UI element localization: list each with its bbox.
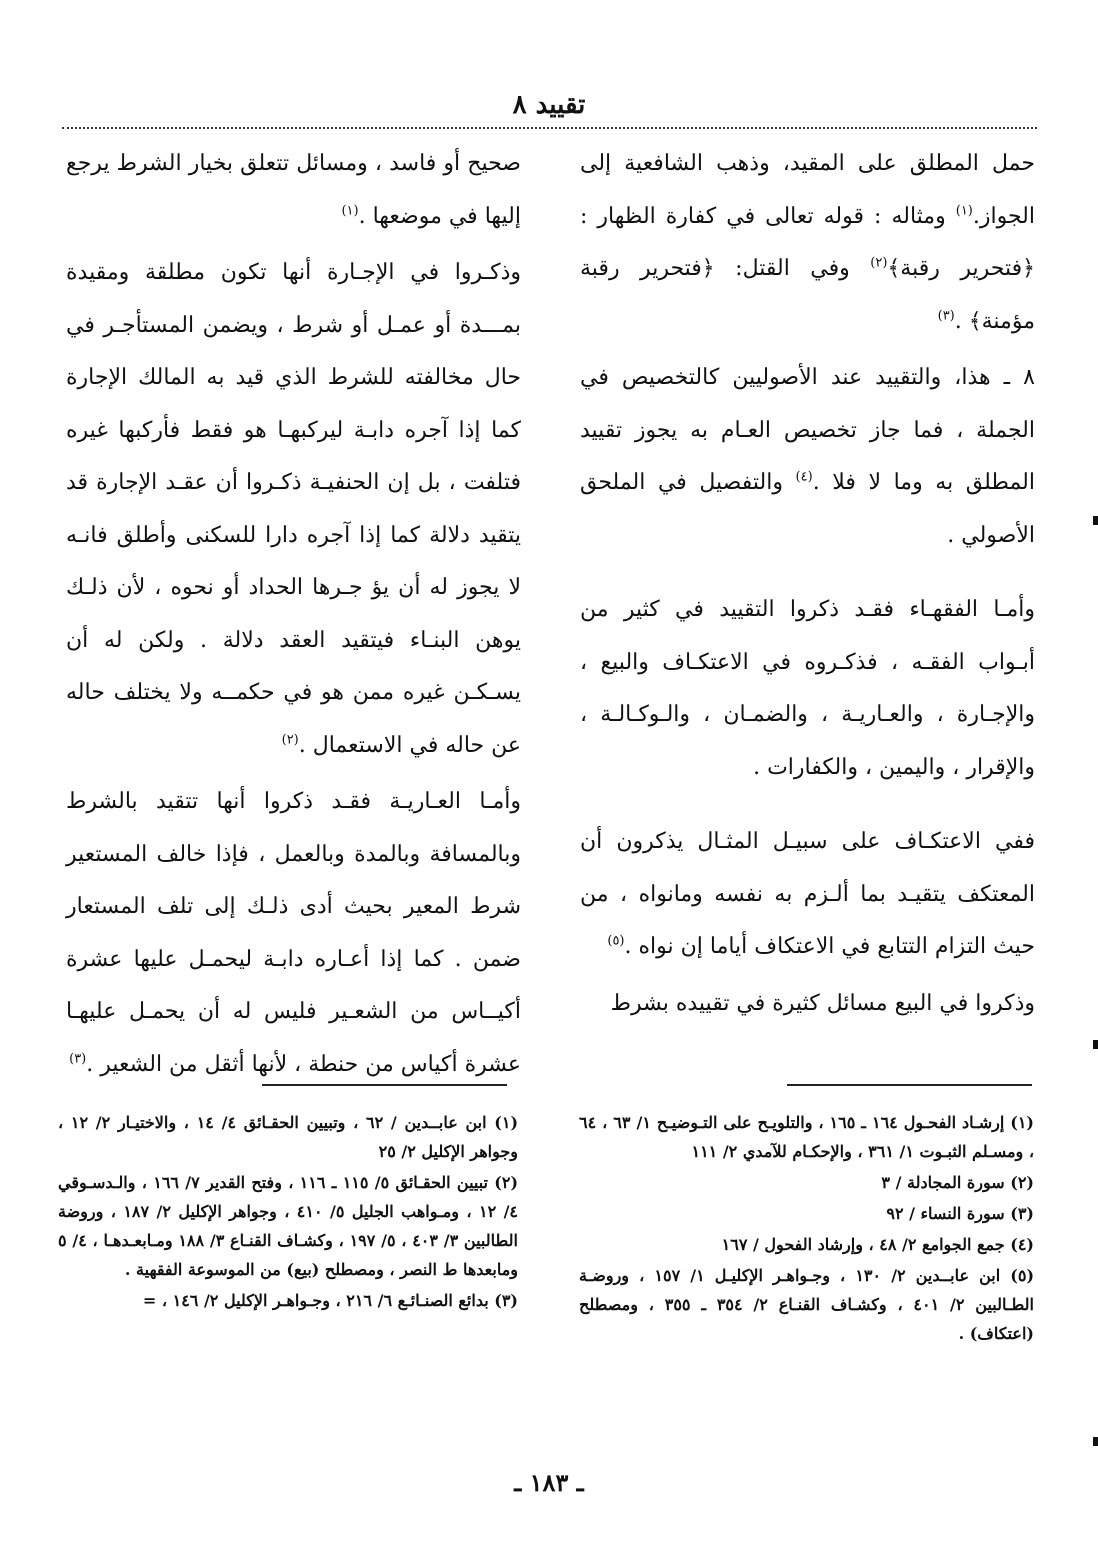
header-dotted-rule — [62, 127, 1037, 129]
page-header-title: تقييد ٨ — [512, 90, 586, 120]
paragraph-text: وفي القتل: ﴿فتحرير رقبة مؤمنة﴾ . — [580, 256, 1035, 334]
paragraph-text: وذكـروا في الإجـارة أنها تكون مطلقة ومقيدة بمـــدة أو عمـل أو شرط ، ويضمن المستأجـر في حال مخالفته للشرط الذي قيد به المالك الإجارة كما إذا آجره دابـة ليركبهـا هو فقط فأركبها غيره فتلفت ، بل إن الحنفيـة ذكـروا أن عقـد الإجارة قد يتقيد دلالة كما إذا آجره دارا للسكنى وأطلق فانـه لا يجوز له أن يؤ جـرها الحداد أو نحوه ، لأن ذلـك يوهن البنـاء فيتقيد العقد دلالة . ولكن له أن يسـكـن غيره ممن هو في حكمــه ولا يختلف حاله عن حاله في الاستعمال . — [66, 260, 521, 758]
footnote-item: (١) إرشـاد الفحـول ١٦٤ ـ ١٦٥ ، والتلويـح على التـوضيـح ١/ ٦٣ ، ٦٤ ، ومسـلم الثبـوت ١/ ٣٦١ ، والإحكـام للآمدي ٢/ ١١١ — [579, 1113, 1034, 1161]
footnote-ref: (٣) — [937, 308, 955, 324]
footnote-item: (٢) سورة المجادلة / ٣ — [881, 1173, 1034, 1192]
paragraph-text: والتفصيل في الملحق الأصولي . — [580, 470, 1035, 548]
scan-edge-mark — [1093, 516, 1098, 525]
paragraph-khiyar-shart — [66, 138, 521, 243]
footnote-ref: (١) — [341, 203, 359, 219]
footnote-item: (٥) ابن عابــدين ٢/ ١٣٠ ، وجـواهـر الإكليـل ١/ ١٥٧ ، وروضـة الطـالبين ٢/ ٤٠١ ، وكشـاف القنـاع ٢/ ٣٥٤ ـ ٣٥٥ ، ومصطلح (اعتكاف) . — [579, 1266, 1035, 1343]
paragraph-fuqaha: وأمـا الفقهـاء فقـد ذكروا التقييد في كثير من أبـواب الفقـه ، فذكـروه في الاعتكـاف والبيع ، والإجـارة ، والعـاريـة ، والضمـان ، والـوكـالـة ، والإقرار ، واليمين ، والكفارات . — [580, 597, 1035, 780]
paragraph-text: ففي الاعتكـاف على سبيـل المثـال يذكرون أن المعتكف يتقيـد بما ألـزم به نفسه ومانواه ، من حيث التزام التتابع في الاعتكاف أياما إن نواه . — [580, 829, 1035, 959]
footnote-ref: (٢) — [281, 732, 299, 748]
paragraph-bay: وذكروا في البيع مسائل كثيرة في تقييده بشرط — [610, 990, 1035, 1016]
right-column — [580, 138, 1035, 1034]
footnotes-right — [579, 1108, 1034, 1350]
footnote-separator-left — [262, 1084, 507, 1086]
footnote-item: (٣) سورة النساء / ٩٢ — [886, 1204, 1034, 1223]
paragraph-text: ومثاله : قوله تعالى في كفارة الظهار : ﴿فتحرير رقبة﴾ — [580, 203, 1035, 281]
footnote-ref: (٣) — [69, 1051, 87, 1067]
paragraph-ijara — [66, 247, 521, 772]
paragraph-ariya — [66, 776, 521, 1091]
paragraph-section-8 — [580, 352, 1035, 562]
paragraph-text: صحيح أو فاسد ، ومسائل تتعلق بخيار الشرط يرجع إليها في موضعها . — [66, 151, 521, 229]
left-column — [66, 138, 521, 1095]
scan-edge-mark — [1093, 1040, 1098, 1049]
footnote-ref: (٤) — [795, 469, 813, 485]
paragraph-mutlaq-muqayyad — [580, 138, 1035, 348]
paragraph-itikaf — [580, 816, 1035, 974]
footnote-ref: (٢) — [870, 255, 888, 271]
footnote-separator-right — [787, 1084, 1032, 1086]
footnote-item: (١) ابن عابــدين / ٦٢ ، وتبيين الحقـائق ٤/ ١٤ ، والاختيـار ٢/ ١٢ ، وجواهر الإكليل ٢/ ٢٥ — [58, 1113, 519, 1161]
footnote-ref: (١) — [955, 203, 973, 219]
paragraph-text: وأمـا العـاريـة فقـد ذكروا أنها تتقيد بالشرط وبالمسافة وبالمدة وبالعمل ، فإذا خالف المستعير شرط المعير بحيث أدى ذلـك إلى تلف المستعار ضمن . كما إذا أعـاره دابـة ليحمـل عليها عشرة أكيــاس من الشعـير فليس له أن يحمـل عليهـا عشرة أكياس من حنطة ، لأنها أثقل من الشعير . — [66, 789, 521, 1077]
page-number: ـ ١٨٣ ـ — [514, 1468, 584, 1497]
footnotes-left — [58, 1108, 518, 1317]
footnote-ref: (٥) — [607, 933, 625, 949]
footnote-item: (٢) تبيين الحقـائق ٥/ ١١٥ ـ ١١٦ ، وفتح القدير ٧/ ١٦٦ ، والـدسـوقي ٤/ ١٢ ، ومـواهب الجليل ٥/ ٤١٠ ، وجواهر الإكليل ٢/ ١٨٧ ، وروضة الطالبين ٣/ ٤٠٣ ، ٥/ ١٩٧ ، وكشـاف القنـاع ٣/ ١٨٨ ومـابعـدهـا ، ٤/ ٥ ومابعدها ط النصر ، ومصطلح (بيع) من الموسوعة الفقهية . — [58, 1173, 519, 1279]
scan-edge-mark — [1093, 1437, 1098, 1446]
footnote-item: (٣) بدائع الصنـائـع ٦/ ٢١٦ ، وجـواهـر الإكليل ٢/ ١٤٦ ، = — [142, 1291, 518, 1310]
paragraph-text: ٨ ـ هذا، والتقييد عند الأصوليين كالتخصيص في الجملة ، فما جاز تخصيص العـام به يجوز تقييد المطلق به وما لا فلا . — [580, 365, 1035, 495]
footnote-item: (٤) جمع الجوامع ٢/ ٤٨ ، وإرشاد الفحول / ١٦٧ — [721, 1235, 1034, 1254]
paragraph-text: حمل المطلق على المقيد، وذهب الشافعية إلى الجواز. — [580, 151, 1035, 229]
